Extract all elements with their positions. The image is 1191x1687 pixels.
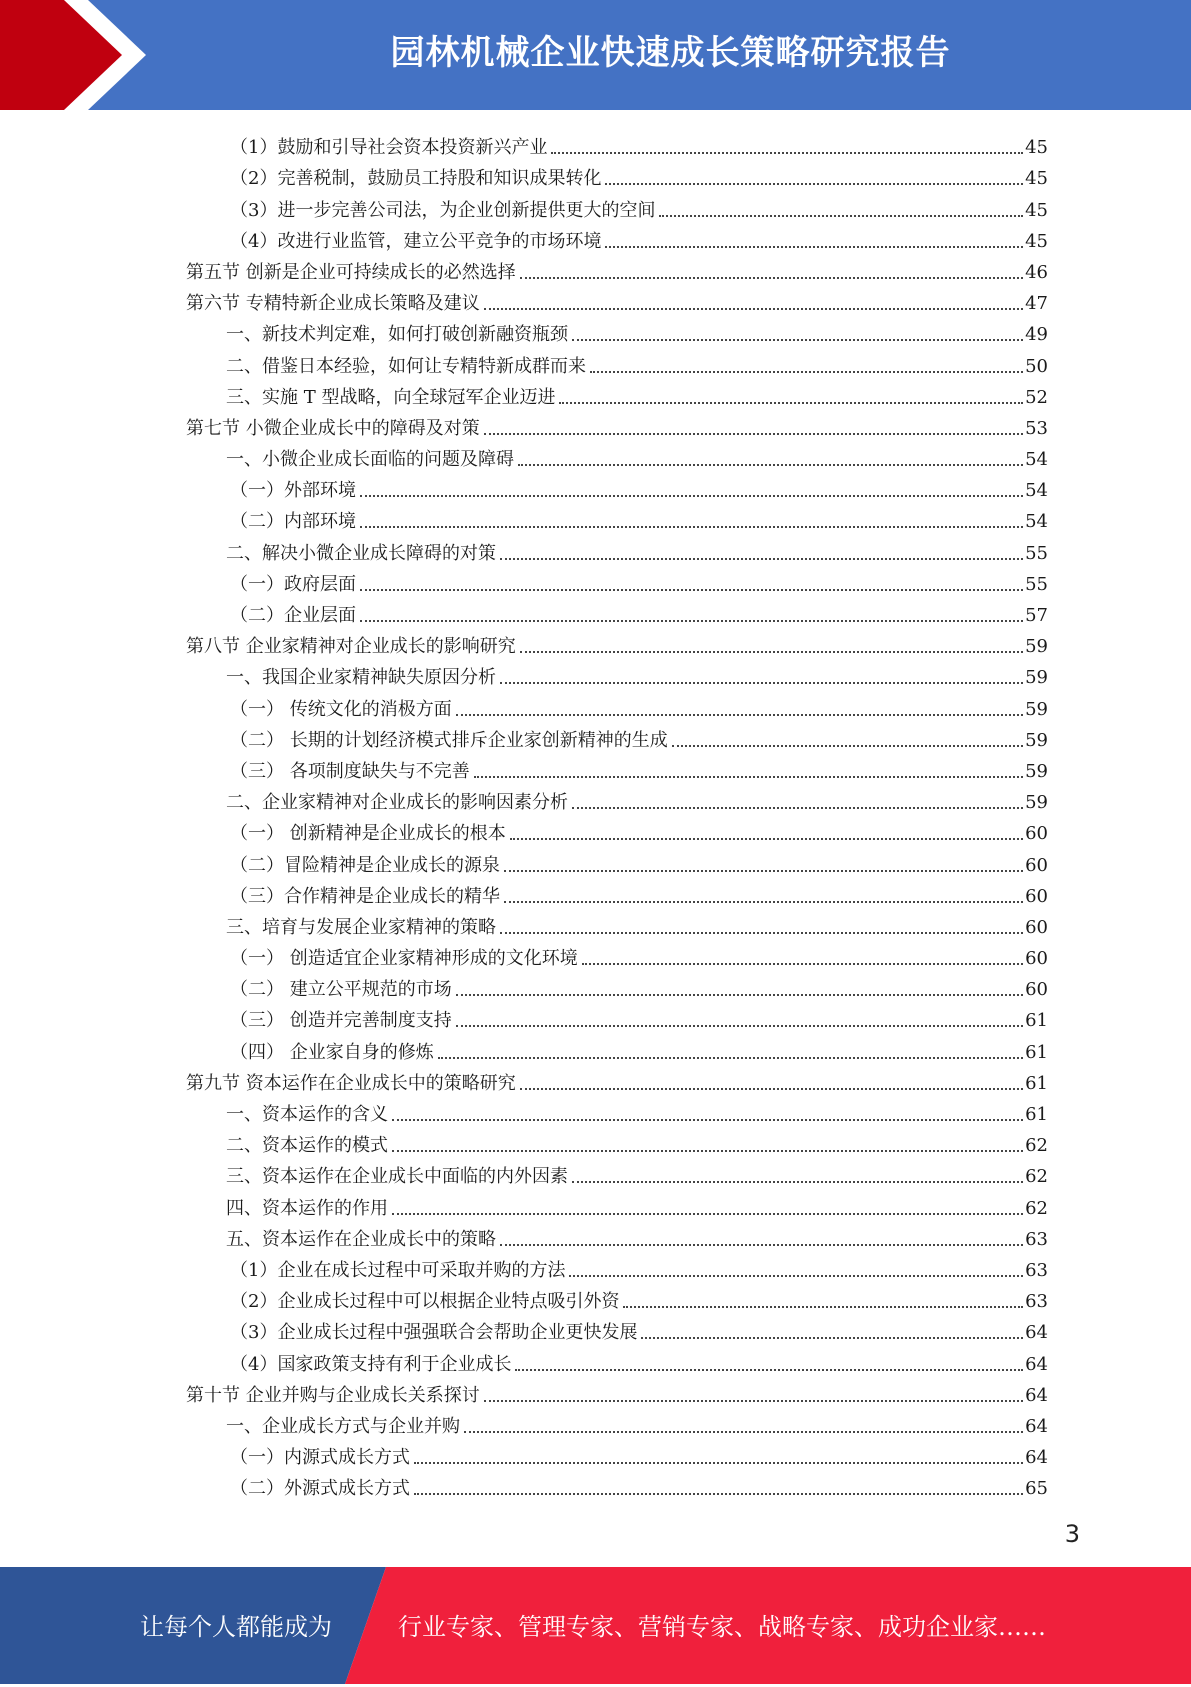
toc-entry[interactable] xyxy=(186,1188,1048,1219)
toc-entry-page: 45 xyxy=(1025,230,1048,252)
toc-dot-leader xyxy=(605,183,1023,185)
toc-entry-title: 第八节 企业家精神对企业成长的影响研究 xyxy=(186,636,516,658)
toc-dot-leader xyxy=(500,1244,1023,1246)
toc-dot-leader xyxy=(572,807,1023,809)
toc-dot-leader xyxy=(582,963,1023,965)
toc-dot-leader xyxy=(551,152,1023,154)
toc-entry[interactable] xyxy=(186,440,1048,471)
toc-entry-page: 63 xyxy=(1025,1259,1048,1281)
toc-entry-title: （一） 创造适宜企业家精神形成的文化环境 xyxy=(230,948,578,970)
page-number: 3 xyxy=(1064,1520,1080,1548)
toc-entry[interactable] xyxy=(186,253,1048,284)
toc-entry[interactable] xyxy=(186,502,1048,533)
toc-entry-title: 一、我国企业家精神缺失原因分析 xyxy=(226,667,496,689)
toc-entry-page: 59 xyxy=(1025,760,1048,782)
toc-entry-page: 45 xyxy=(1025,137,1048,159)
toc-entry[interactable] xyxy=(186,689,1048,720)
toc-entry-title: 四、资本运作的作用 xyxy=(226,1197,388,1219)
toc-entry[interactable] xyxy=(186,1126,1048,1157)
toc-entry-page: 61 xyxy=(1025,1072,1048,1094)
toc-dot-leader xyxy=(515,1369,1023,1371)
toc-entry-title: （二） 建立公平规范的市场 xyxy=(230,979,452,1001)
toc-entry-title: （一） 创新精神是企业成长的根本 xyxy=(230,823,506,845)
toc-entry-title: 一、企业成长方式与企业并购 xyxy=(226,1415,460,1437)
toc-entry-page: 45 xyxy=(1025,168,1048,190)
toc-entry[interactable] xyxy=(186,1064,1048,1095)
toc-entry-title: （二） 长期的计划经济模式排斥企业家创新精神的生成 xyxy=(230,729,668,751)
toc-entry-page: 62 xyxy=(1025,1197,1048,1219)
toc-dot-leader xyxy=(484,308,1023,310)
toc-entry-page: 60 xyxy=(1025,979,1048,1001)
toc-entry-title: 第七节 小微企业成长中的障碍及对策 xyxy=(186,417,480,439)
toc-dot-leader xyxy=(520,1088,1023,1090)
toc-entry-page: 46 xyxy=(1025,261,1048,283)
toc-entry-title: （1）鼓励和引导社会资本投资新兴产业 xyxy=(230,137,548,159)
toc-entry-title: （4）改进行业监管，建立公平竞争的市场环境 xyxy=(230,230,602,252)
toc-entry-title: 五、资本运作在企业成长中的策略 xyxy=(226,1228,496,1250)
toc-entry[interactable] xyxy=(186,1095,1048,1126)
toc-entry[interactable] xyxy=(186,284,1048,315)
toc-entry-title: （一）政府层面 xyxy=(230,573,356,595)
toc-dot-leader xyxy=(518,464,1023,466)
toc-dot-leader xyxy=(392,1119,1023,1121)
toc-entry[interactable] xyxy=(186,159,1048,190)
toc-dot-leader xyxy=(360,526,1023,528)
toc-entry[interactable] xyxy=(186,1220,1048,1251)
toc-entry[interactable] xyxy=(186,783,1048,814)
toc-dot-leader xyxy=(504,901,1023,903)
toc-entry-page: 59 xyxy=(1025,667,1048,689)
toc-dot-leader xyxy=(484,1400,1023,1402)
page-footer xyxy=(0,1567,1191,1684)
toc-entry-page: 61 xyxy=(1025,1104,1048,1125)
toc-entry-page: 60 xyxy=(1025,823,1048,845)
toc-dot-leader xyxy=(504,870,1023,872)
toc-dot-leader xyxy=(500,932,1023,934)
red-chevron-logo xyxy=(0,0,160,110)
toc-entry-title: （一）外部环境 xyxy=(230,480,356,502)
toc-dot-leader xyxy=(623,1306,1023,1308)
toc-entry-title: （四） 企业家自身的修炼 xyxy=(230,1041,434,1063)
toc-entry-title: 三、实施 T 型战略，向全球冠军企业迈进 xyxy=(226,386,556,408)
toc-entry-page: 60 xyxy=(1025,854,1048,876)
toc-entry-title: （二）企业层面 xyxy=(230,605,356,626)
toc-entry-title: （三）合作精神是企业成长的精华 xyxy=(230,885,500,907)
toc-entry-title: （二）内部环境 xyxy=(230,511,356,533)
toc-entry[interactable] xyxy=(186,471,1048,502)
toc-entry-page: 64 xyxy=(1025,1322,1048,1344)
toc-entry-page: 62 xyxy=(1025,1135,1048,1157)
toc-entry-page: 59 xyxy=(1025,792,1048,814)
toc-entry[interactable] xyxy=(186,1032,1048,1063)
toc-entry[interactable] xyxy=(186,533,1048,564)
toc-entry-title: 第六节 专精特新企业成长策略及建议 xyxy=(186,293,480,315)
toc-entry[interactable] xyxy=(186,752,1048,783)
toc-entry-page: 54 xyxy=(1025,511,1048,533)
toc-dot-leader xyxy=(500,682,1023,684)
toc-entry-page: 62 xyxy=(1025,1166,1048,1188)
toc-entry-title: （1）企业在成长过程中可采取并购的方法 xyxy=(230,1259,566,1281)
toc-entry-title: （三） 各项制度缺失与不完善 xyxy=(230,760,470,782)
toc-entry-page: 52 xyxy=(1025,386,1048,408)
toc-entry-page: 61 xyxy=(1025,1010,1048,1032)
toc-dot-leader xyxy=(520,277,1023,279)
toc-entry-page: 57 xyxy=(1025,605,1048,626)
toc-dot-leader xyxy=(605,246,1023,248)
toc-entry[interactable] xyxy=(186,1313,1048,1344)
toc-entry[interactable] xyxy=(186,908,1048,939)
toc-entry-page: 49 xyxy=(1025,324,1048,346)
toc-entry[interactable] xyxy=(186,970,1048,1001)
toc-entry-title: 一、资本运作的含义 xyxy=(226,1104,388,1125)
toc-entry-page: 64 xyxy=(1025,1353,1048,1375)
toc-dot-leader xyxy=(360,620,1023,622)
toc-entry-page: 61 xyxy=(1025,1041,1048,1063)
toc-entry[interactable] xyxy=(186,1282,1048,1313)
toc-dot-leader xyxy=(484,433,1023,435)
toc-dot-leader xyxy=(438,1057,1023,1059)
toc-entry-title: （2）完善税制，鼓励员工持股和知识成果转化 xyxy=(230,168,602,190)
toc-dot-leader xyxy=(360,589,1023,591)
toc-dot-leader xyxy=(569,1275,1023,1277)
toc-dot-leader xyxy=(456,1025,1023,1027)
toc-dot-leader xyxy=(572,339,1023,341)
toc-entry-title: 第九节 资本运作在企业成长中的策略研究 xyxy=(186,1072,516,1094)
toc-dot-leader xyxy=(392,1213,1023,1215)
footer-slogan-left: 让每个人都能成为 xyxy=(140,1613,332,1641)
toc-entry[interactable] xyxy=(186,721,1048,752)
toc-dot-leader xyxy=(590,371,1023,373)
toc-entry-page: 65 xyxy=(1025,1478,1048,1500)
toc-dot-leader xyxy=(559,402,1023,404)
toc-entry-page: 55 xyxy=(1025,573,1048,595)
toc-entry-page: 60 xyxy=(1025,916,1048,938)
toc-entry-page: 55 xyxy=(1025,542,1048,564)
toc-entry[interactable] xyxy=(186,409,1048,440)
toc-entry-title: 第五节 创新是企业可持续成长的必然选择 xyxy=(186,261,516,283)
toc-entry[interactable] xyxy=(186,596,1048,627)
toc-entry-page: 64 xyxy=(1025,1415,1048,1437)
toc-entry[interactable] xyxy=(186,1407,1048,1438)
toc-dot-leader xyxy=(360,495,1023,497)
toc-entry-title: 一、新技术判定难，如何打破创新融资瓶颈 xyxy=(226,324,568,346)
toc-entry-page: 47 xyxy=(1025,293,1048,315)
toc-entry[interactable] xyxy=(186,1438,1048,1469)
toc-dot-leader xyxy=(474,776,1023,778)
toc-dot-leader xyxy=(520,651,1023,653)
toc-entry-page: 60 xyxy=(1025,885,1048,907)
toc-entry[interactable] xyxy=(186,190,1048,221)
toc-entry-title: （4）国家政策支持有利于企业成长 xyxy=(230,1353,512,1375)
toc-entry-page: 60 xyxy=(1025,948,1048,970)
toc-dot-leader xyxy=(510,838,1023,840)
table-of-contents xyxy=(186,128,1048,1500)
toc-entry[interactable] xyxy=(186,658,1048,689)
toc-entry[interactable] xyxy=(186,1001,1048,1032)
toc-entry-page: 63 xyxy=(1025,1291,1048,1313)
toc-entry-title: （三） 创造并完善制度支持 xyxy=(230,1010,452,1032)
toc-entry-title: 二、借鉴日本经验，如何让专精特新成群而来 xyxy=(226,355,586,377)
toc-entry-title: （二）冒险精神是企业成长的源泉 xyxy=(230,854,500,876)
toc-dot-leader xyxy=(659,215,1023,217)
toc-entry-page: 63 xyxy=(1025,1228,1048,1250)
toc-entry[interactable] xyxy=(186,1469,1048,1500)
toc-entry[interactable] xyxy=(186,1344,1048,1375)
toc-entry-page: 64 xyxy=(1025,1447,1048,1469)
page-header xyxy=(0,0,1191,110)
toc-entry-title: 第十节 企业并购与企业成长关系探讨 xyxy=(186,1384,480,1406)
toc-entry-page: 53 xyxy=(1025,417,1048,439)
toc-dot-leader xyxy=(464,1431,1023,1433)
toc-entry-title: （一） 传统文化的消极方面 xyxy=(230,698,452,720)
toc-entry[interactable] xyxy=(186,346,1048,377)
toc-entry[interactable] xyxy=(186,128,1048,159)
toc-dot-leader xyxy=(572,1181,1023,1183)
toc-entry-page: 45 xyxy=(1025,199,1048,221)
toc-entry[interactable] xyxy=(186,627,1048,658)
toc-entry-page: 50 xyxy=(1025,355,1048,377)
toc-dot-leader xyxy=(456,994,1023,996)
toc-dot-leader xyxy=(456,714,1023,716)
toc-entry-page: 64 xyxy=(1025,1384,1048,1406)
toc-dot-leader xyxy=(500,558,1023,560)
toc-entry[interactable] xyxy=(186,222,1048,253)
toc-entry-title: 三、培育与发展企业家精神的策略 xyxy=(226,916,496,938)
toc-dot-leader xyxy=(392,1150,1023,1152)
toc-entry[interactable] xyxy=(186,1376,1048,1407)
toc-entry-title: 二、资本运作的模式 xyxy=(226,1135,388,1157)
toc-entry-page: 59 xyxy=(1025,698,1048,720)
footer-slogan-right: 行业专家、管理专家、营销专家、战略专家、成功企业家…… xyxy=(398,1613,1046,1641)
toc-entry[interactable] xyxy=(186,378,1048,409)
toc-entry-page: 59 xyxy=(1025,729,1048,751)
toc-entry[interactable] xyxy=(186,877,1048,908)
toc-entry[interactable] xyxy=(186,939,1048,970)
toc-entry-page: 59 xyxy=(1025,636,1048,658)
report-title: 园林机械企业快速成长策略研究报告 xyxy=(390,33,951,73)
toc-dot-leader xyxy=(414,1493,1023,1495)
toc-entry-title: 二、企业家精神对企业成长的影响因素分析 xyxy=(226,792,568,814)
toc-entry[interactable] xyxy=(186,315,1048,346)
toc-dot-leader xyxy=(414,1462,1023,1464)
toc-entry[interactable] xyxy=(186,845,1048,876)
toc-entry-page: 54 xyxy=(1025,449,1048,471)
toc-entry-title: 一、小微企业成长面临的问题及障碍 xyxy=(226,449,514,471)
toc-dot-leader xyxy=(641,1337,1023,1339)
toc-entry-title: （3）进一步完善公司法，为企业创新提供更大的空间 xyxy=(230,199,656,221)
toc-entry[interactable] xyxy=(186,1251,1048,1282)
toc-entry-title: （二）外源式成长方式 xyxy=(230,1478,410,1500)
toc-entry-title: 三、资本运作在企业成长中面临的内外因素 xyxy=(226,1166,568,1188)
toc-entry-title: （3）企业成长过程中强强联合会帮助企业更快发展 xyxy=(230,1322,638,1344)
toc-entry-page: 54 xyxy=(1025,480,1048,502)
toc-entry-title: （2）企业成长过程中可以根据企业特点吸引外资 xyxy=(230,1291,620,1313)
toc-entry-title: （一）内源式成长方式 xyxy=(230,1447,410,1469)
toc-entry[interactable] xyxy=(186,565,1048,596)
toc-entry[interactable] xyxy=(186,1157,1048,1188)
toc-dot-leader xyxy=(672,745,1023,747)
toc-entry[interactable] xyxy=(186,814,1048,845)
toc-entry-title: 二、解决小微企业成长障碍的对策 xyxy=(226,542,496,564)
